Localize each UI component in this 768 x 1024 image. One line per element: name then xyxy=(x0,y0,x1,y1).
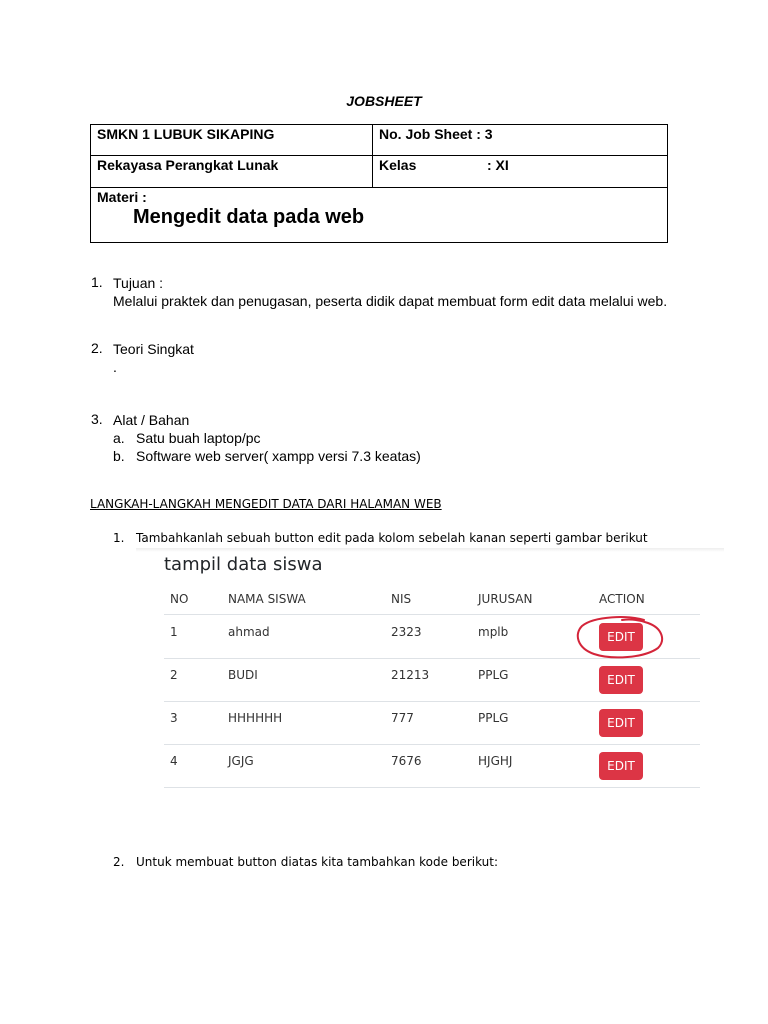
table-cell-nis: 2323 xyxy=(391,625,422,639)
header-table xyxy=(90,124,668,243)
section-body: Melalui praktek dan penugasan, peserta didik dapat membuat form edit data melalui web. xyxy=(113,293,668,309)
step-text: Untuk membuat button diatas kita tambahkan kode berikut: xyxy=(136,855,499,869)
list-item-text: Software web server( xampp versi 7.3 keatas) xyxy=(136,448,421,464)
steps-heading: LANGKAH-LANGKAH MENGEDIT DATA DARI HALAMAN WEB xyxy=(90,497,442,511)
screenshot-title: tampil data siswa xyxy=(164,554,323,575)
table-cell-nama: HHHHHH xyxy=(228,711,283,725)
step-number: 2. xyxy=(113,855,125,869)
column-header-nis: NIS xyxy=(391,592,412,606)
table-divider xyxy=(91,155,667,156)
edit-button[interactable]: EDIT xyxy=(599,752,643,780)
list-item-label: a. xyxy=(113,430,125,446)
section-heading: Tujuan : xyxy=(113,275,164,291)
list-item-label: b. xyxy=(113,448,125,464)
row-divider xyxy=(164,787,700,788)
table-cell-no: 2 xyxy=(170,668,178,682)
job-sheet-number: No. Job Sheet : 3 xyxy=(379,126,493,142)
embedded-screenshot xyxy=(136,548,724,796)
step-number: 1. xyxy=(113,531,125,545)
column-header-nama: NAMA SISWA xyxy=(228,592,306,606)
kelas-label: Kelas xyxy=(379,157,417,173)
section-body: . xyxy=(113,359,117,375)
table-cell-no: 4 xyxy=(170,754,178,768)
table-cell-jurusan: PPLG xyxy=(478,668,509,682)
table-cell-nis: 21213 xyxy=(391,668,430,682)
edit-button[interactable]: EDIT xyxy=(599,623,643,651)
table-divider xyxy=(372,125,373,187)
section-number: 1. xyxy=(91,274,103,290)
table-cell-jurusan: PPLG xyxy=(478,711,509,725)
table-cell-nama: JGJG xyxy=(228,754,254,768)
column-header-action: ACTION xyxy=(599,592,645,606)
school-name: SMKN 1 LUBUK SIKAPING xyxy=(97,126,275,142)
row-divider xyxy=(164,744,700,745)
table-cell-jurusan: mplb xyxy=(478,625,509,639)
section-number: 2. xyxy=(91,340,103,356)
table-cell-nama: ahmad xyxy=(228,625,270,639)
table-cell-nis: 777 xyxy=(391,711,414,725)
table-cell-no: 3 xyxy=(170,711,178,725)
table-cell-no: 1 xyxy=(170,625,178,639)
table-divider xyxy=(91,187,667,188)
section-number: 3. xyxy=(91,411,103,427)
table-cell-nis: 7676 xyxy=(391,754,422,768)
program-name: Rekayasa Perangkat Lunak xyxy=(97,157,279,173)
table-cell-nama: BUDI xyxy=(228,668,258,682)
materi-topic: Mengedit data pada web xyxy=(133,206,365,228)
column-header-jurusan: JURUSAN xyxy=(478,592,533,606)
edit-button[interactable]: EDIT xyxy=(599,709,643,737)
highlight-circle xyxy=(574,614,664,660)
edit-button[interactable]: EDIT xyxy=(599,666,643,694)
list-item-text: Satu buah laptop/pc xyxy=(136,430,261,446)
kelas-value: : XI xyxy=(487,157,509,173)
table-cell-jurusan: HJGHJ xyxy=(478,754,513,768)
row-divider xyxy=(164,701,700,702)
column-header-no: NO xyxy=(170,592,189,606)
doc-title: JOBSHEET xyxy=(346,93,422,109)
screenshot-shadow xyxy=(136,548,724,552)
section-heading: Alat / Bahan xyxy=(113,412,190,428)
step-text: Tambahkanlah sebuah button edit pada kolom sebelah kanan seperti gambar berikut xyxy=(136,531,648,545)
section-heading: Teori Singkat xyxy=(113,341,194,357)
materi-label: Materi : xyxy=(97,189,147,205)
